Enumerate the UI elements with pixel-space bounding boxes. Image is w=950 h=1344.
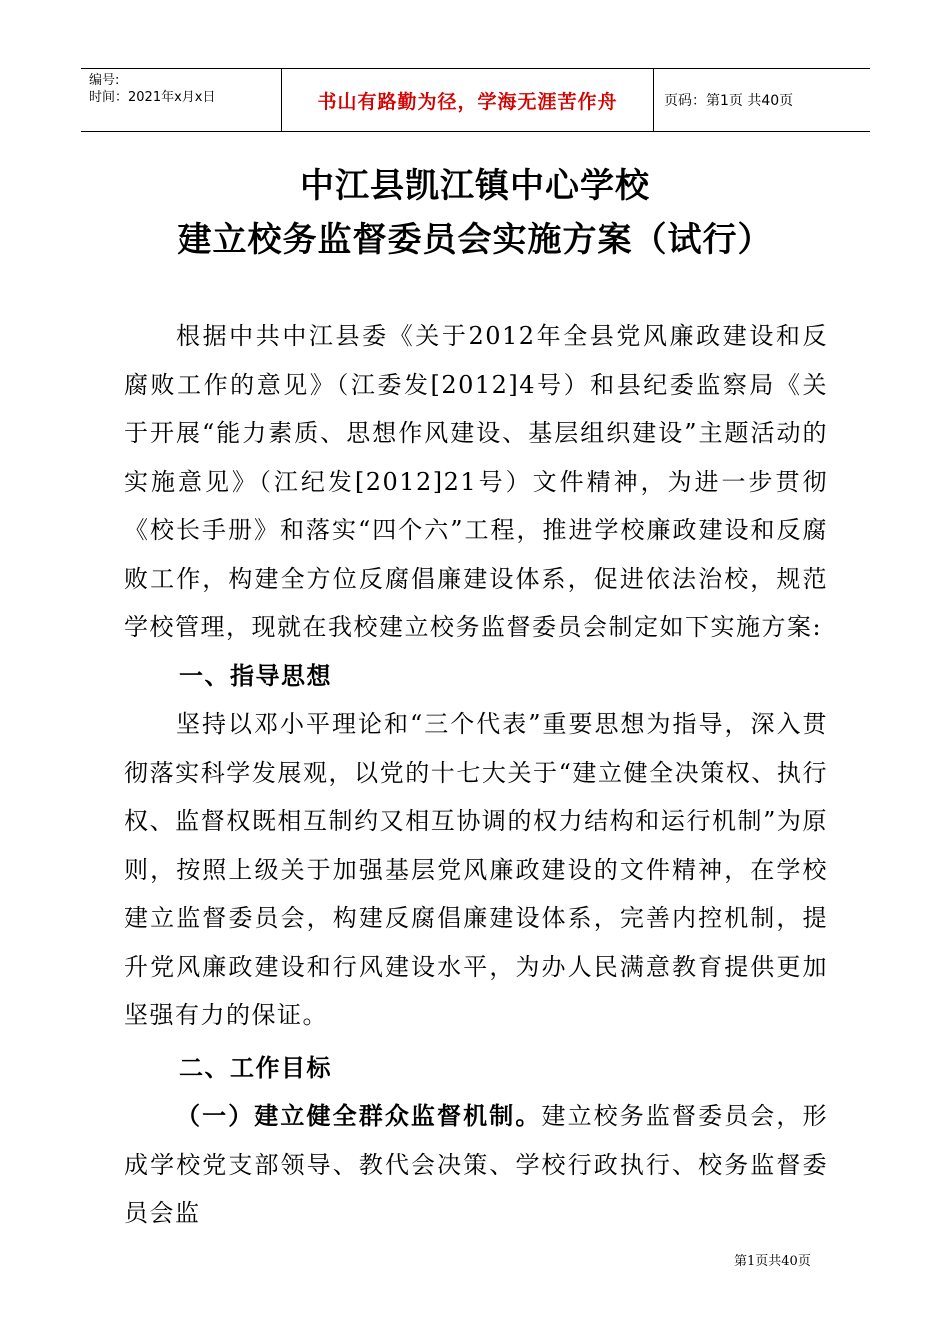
section2-heading: 二、工作目标 (179, 1053, 332, 1082)
section1-heading: 一、指导思想 (179, 661, 332, 690)
document-title-line1: 中江县凯江镇中心学校 (300, 166, 650, 206)
time-label: 时间：2021年x月x日 (89, 90, 216, 105)
section2-item1-paragraph (124, 1092, 828, 1238)
header-meta (81, 69, 282, 131)
section2-item1-lead: （一）建立健全群众监督机制。 (176, 1102, 542, 1130)
document-header (81, 68, 870, 132)
header-page-cell (654, 69, 870, 131)
motto-text: 书山有路勤为径，学海无涯苦作舟 (317, 90, 618, 113)
header-motto-cell (282, 69, 654, 131)
number-label: 编号: (89, 73, 120, 88)
intro-paragraph: 根据中共中江县委《关于2012年全县党风廉政建设和反腐败工作的意见》（江委发[2012]4号）和县纪委监察局《关于开展“能力素质、思想作风建设、基层组织建设”主题活动的实施意见》（江纪发[2012]21号）文件精神，为进一步贯彻《校长手册》和落实“四个六”工程，推进学校廉政建设和反腐败工作，构建全方位反腐倡廉建设体系，促进依法治校，规范学校管理，现就在我校建立校务监督委员会制定如下实施方案: (124, 322, 828, 641)
section1-paragraph: 坚持以邓小平理论和“三个代表”重要思想为指导，深入贯彻落实科学发展观，以党的十七大关于“建立健全决策权、执行权、监督权既相互制约又相互协调的权力结构和运行机制”为原则，按照上级关于加强基层党风廉政建设的文件精神，在学校建立监督委员会，构建反腐倡廉建设体系，完善内控机制，提升党风廉政建设和行风建设水平，为办人民满意教育提供更加坚强有力的保证。 (124, 710, 828, 1029)
page-label: 页码：第1页 共40页 (664, 93, 794, 109)
document-body (124, 312, 828, 1238)
page-footer: 第1页共40页 (734, 1254, 811, 1269)
section2-item1-text: 建立校务监督委员会，形成学校党支部领导、教代会决策、学校行政执行、校务监督委员会监 (124, 1102, 829, 1227)
document-title-line2: 建立校务监督委员会实施方案（试行） (177, 220, 773, 260)
